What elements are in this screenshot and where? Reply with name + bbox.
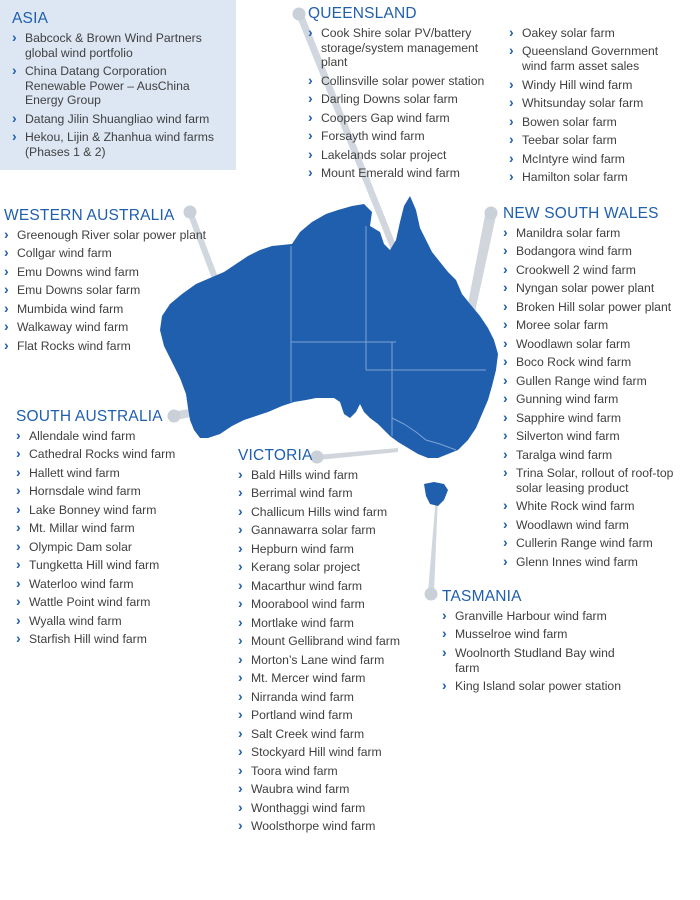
- western-australia-section: [4, 207, 239, 357]
- list-item: › Lake Bonney wind farm: [16, 503, 226, 518]
- list-item: › Windy Hill wind farm: [509, 78, 684, 93]
- list-item: › Mumbida wind farm: [4, 302, 239, 317]
- list-item: › Portland wind farm: [238, 708, 438, 723]
- south-australia-section: [16, 408, 226, 651]
- list-item: › Challicum Hills wind farm: [238, 505, 438, 520]
- list-item: › Waubra wind farm: [238, 782, 438, 797]
- list-item: › Wattle Point wind farm: [16, 595, 226, 610]
- list-item: › Nyngan solar power plant: [503, 281, 697, 296]
- asia-heading: ASIA: [12, 10, 49, 27]
- list-item: › Hallett wind farm: [16, 466, 226, 481]
- list-item: › Gannawarra solar farm: [238, 523, 438, 538]
- list-item: › Macarthur wind farm: [238, 579, 438, 594]
- victoria-heading: VICTORIA: [238, 447, 313, 464]
- list-item: › Cullerin Range wind farm: [503, 536, 697, 551]
- list-item: › White Rock wind farm: [503, 499, 697, 514]
- list-item: › Berrimal wind farm: [238, 486, 438, 501]
- list-item: › Woodlawn wind farm: [503, 518, 697, 533]
- list-item: › Gullen Range wind farm: [503, 374, 697, 389]
- queensland-column-2: [509, 26, 684, 188]
- list-item: › Cook Shire solar PV/battery storage/system management plant: [308, 26, 503, 70]
- list-item: › Mount Gellibrand wind farm: [238, 634, 438, 649]
- list-item: › Emu Downs solar farm: [4, 283, 239, 298]
- list-item: › Moorabool wind farm: [238, 597, 438, 612]
- list-item: › Wonthaggi wind farm: [238, 801, 438, 816]
- list-item: › Broken Hill solar power plant: [503, 300, 697, 315]
- list-item: › Hekou, Lijin & Zhanhua wind farms (Phases 1 & 2): [12, 130, 227, 159]
- list-item: › Starfish Hill wind farm: [16, 632, 226, 647]
- new-south-wales-section: [503, 205, 697, 573]
- western-australia-heading: WESTERN AUSTRALIA: [4, 207, 175, 224]
- list-item: › Babcock & Brown Wind Partners global wind portfolio: [12, 31, 227, 60]
- list-item: › Morton’s Lane wind farm: [238, 653, 438, 668]
- list-item: › Silverton wind farm: [503, 429, 697, 444]
- tasmania-section: [442, 588, 642, 698]
- list-item: › Forsayth wind farm: [308, 129, 503, 144]
- list-item: › Trina Solar, rollout of roof-top solar leasing product: [503, 466, 697, 495]
- list-item: › Stockyard Hill wind farm: [238, 745, 438, 760]
- list-item: › Mortlake wind farm: [238, 616, 438, 631]
- list-item: › Hamilton solar farm: [509, 170, 684, 185]
- list-item: › Mt. Millar wind farm: [16, 521, 226, 536]
- list-item: › Collinsville solar power station: [308, 74, 503, 89]
- list-item: › Crookwell 2 wind farm: [503, 263, 697, 278]
- list-item: › Boco Rock wind farm: [503, 355, 697, 370]
- list-item: › Hepburn wind farm: [238, 542, 438, 557]
- list-item: › Whitsunday solar farm: [509, 96, 684, 111]
- victoria-section: [238, 447, 438, 838]
- list-item: › Granville Harbour wind farm: [442, 609, 642, 624]
- list-item: › Musselroe wind farm: [442, 627, 642, 642]
- list-item: › Tungketta Hill wind farm: [16, 558, 226, 573]
- list-item: › Bald Hills wind farm: [238, 468, 438, 483]
- list-item: › Woolnorth Studland Bay wind farm: [442, 646, 642, 675]
- queensland-list-2: [509, 26, 684, 185]
- victoria-list: [238, 468, 438, 834]
- list-item: › Wyalla wind farm: [16, 614, 226, 629]
- list-item: › Greenough River solar power plant: [4, 228, 239, 243]
- list-item: › Lakelands solar project: [308, 148, 503, 163]
- list-item: › Collgar wind farm: [4, 246, 239, 261]
- list-item: › Moree solar farm: [503, 318, 697, 333]
- tasmania-heading: TASMANIA: [442, 588, 522, 605]
- new-south-wales-heading: NEW SOUTH WALES: [503, 205, 659, 222]
- list-item: › Bodangora wind farm: [503, 244, 697, 259]
- list-item: › Taralga wind farm: [503, 448, 697, 463]
- list-item: › Oakey solar farm: [509, 26, 684, 41]
- list-item: › Nirranda wind farm: [238, 690, 438, 705]
- south-australia-list: [16, 429, 226, 647]
- list-item: › Kerang solar project: [238, 560, 438, 575]
- queensland-column-1: [308, 26, 503, 185]
- list-item: › Darling Downs solar farm: [308, 92, 503, 107]
- list-item: › Coopers Gap wind farm: [308, 111, 503, 126]
- list-item: › Flat Rocks wind farm: [4, 339, 239, 354]
- list-item: › Emu Downs wind farm: [4, 265, 239, 280]
- list-item: › King Island solar power station: [442, 679, 642, 694]
- list-item: › Cathedral Rocks wind farm: [16, 447, 226, 462]
- list-item: › Salt Creek wind farm: [238, 727, 438, 742]
- list-item: › Bowen solar farm: [509, 115, 684, 130]
- list-item: › Glenn Innes wind farm: [503, 555, 697, 570]
- queensland-heading: QUEENSLAND: [308, 5, 417, 22]
- list-item: › Hornsdale wind farm: [16, 484, 226, 499]
- list-item: › Allendale wind farm: [16, 429, 226, 444]
- list-item: › Teebar solar farm: [509, 133, 684, 148]
- list-item: › Toora wind farm: [238, 764, 438, 779]
- list-item: › Mt. Mercer wind farm: [238, 671, 438, 686]
- list-item: › Olympic Dam solar: [16, 540, 226, 555]
- new-south-wales-list: [503, 226, 697, 569]
- queensland-section: [308, 5, 698, 26]
- asia-panel: [0, 0, 236, 170]
- queensland-dot: [293, 8, 306, 21]
- list-item: › Gunning wind farm: [503, 392, 697, 407]
- asia-list: [12, 31, 227, 159]
- list-item: › Manildra solar farm: [503, 226, 697, 241]
- list-item: › Sapphire wind farm: [503, 411, 697, 426]
- list-item: › Woolsthorpe wind farm: [238, 819, 438, 834]
- list-item: › Walkaway wind farm: [4, 320, 239, 335]
- list-item: › China Datang Corporation Renewable Power – AusChina Energy Group: [12, 64, 227, 108]
- list-item: › Datang Jilin Shuangliao wind farm: [12, 112, 227, 127]
- list-item: › Mount Emerald wind farm: [308, 166, 503, 181]
- list-item: › McIntyre wind farm: [509, 152, 684, 167]
- western-australia-list: [4, 228, 239, 354]
- queensland-list-1: [308, 26, 503, 181]
- south-australia-heading: SOUTH AUSTRALIA: [16, 408, 163, 425]
- new-south-wales-dot: [485, 207, 498, 220]
- list-item: › Queensland Government wind farm asset sales: [509, 44, 684, 73]
- list-item: › Woodlawn solar farm: [503, 337, 697, 352]
- tasmania-list: [442, 609, 642, 694]
- list-item: › Waterloo wind farm: [16, 577, 226, 592]
